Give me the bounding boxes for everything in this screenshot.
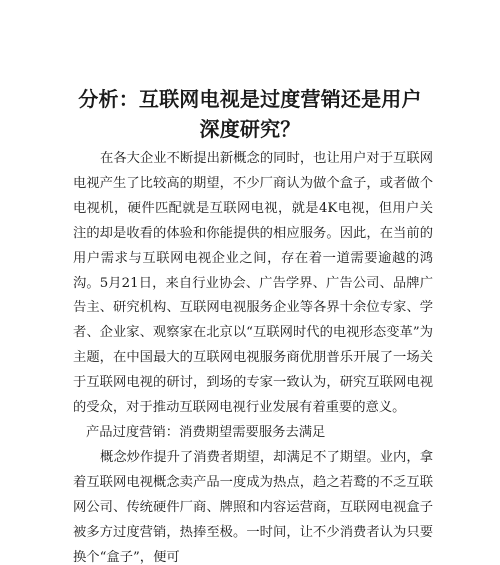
paragraph-intro: 在各大企业不断提出新概念的同时，也让用户对于互联网电视产生了比较高的期望，不少厂商认为做个盒子，或者做个电视机，硬件匹配就是互联网电视，就是4K电视，但用户关注的却是收看的体验和你能提供的相应服务。因此，在当前的用户需求与互联网电视企业之间，存在着一道需要逾越的鸿沟。5月21日，来自行业协会、广告学界、广告公司、品牌广告主、研究机构、互联网电视服务企业等各界十余位专家、学者、企业家、观察家在北京以“互联网时代的电视形态变革”为主题，在中国最大的互联网电视服务商优朋普乐开展了一场关于互联网电视的研讨，到场的专家一致认为，研究互联网电视的受众，对于推动互联网电视行业发展有着重要的意义。 — [73, 151, 433, 416]
paragraph-second: 概念炒作提升了消费者期望，却满足不了期望。业内，拿着互联网电视概念卖产品一度成为热点，趋之若鹜的不乏互联网公司、传统硬件厂商、牌照和内容运营商，互联网电视盒子被多方过度营销，热捧至极。一时间，让不少消费者认为只要换个“盒子”，便可 — [73, 449, 433, 565]
article-title: 分析：互联网电视是过度营销还是用户深度研究？ — [78, 87, 422, 141]
section-heading: 产品过度营销：消费期望需要服务去满足 — [86, 424, 326, 440]
article-body — [73, 147, 433, 565]
